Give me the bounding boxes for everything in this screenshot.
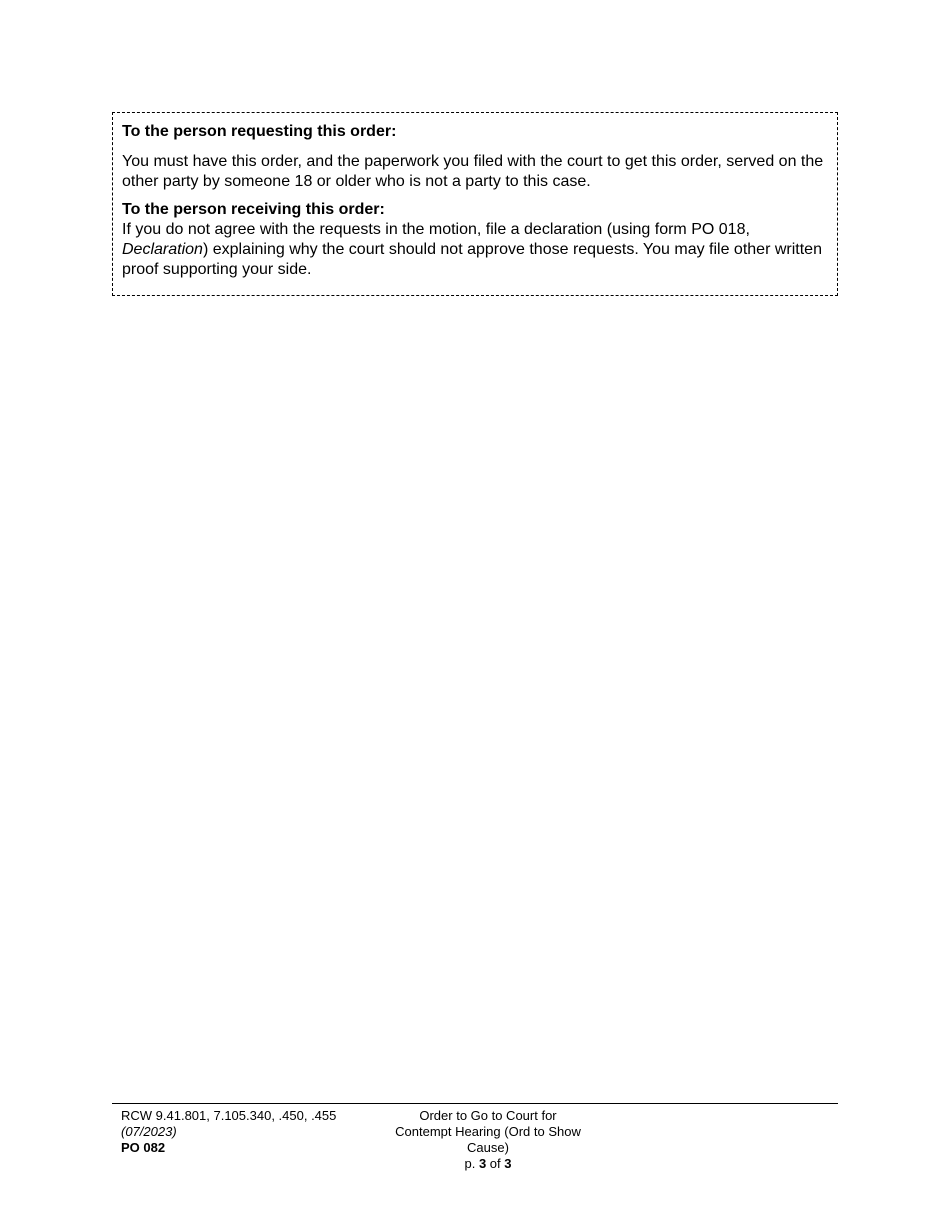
footer-center xyxy=(378,1108,598,1172)
page-prefix: p. xyxy=(464,1156,479,1171)
footer-form-code: PO 082 xyxy=(121,1140,166,1155)
page-of: of xyxy=(486,1156,505,1171)
receiving-text xyxy=(122,220,828,280)
footer-title-line2: Contempt Hearing (Ord to Show xyxy=(395,1124,581,1139)
receiving-text-before: If you do not agree with the requests in the motion, file a declaration (using form PO 018, xyxy=(122,221,750,238)
footer-page-number xyxy=(378,1156,598,1172)
receiving-heading: To the person receiving this order: xyxy=(122,201,385,218)
footer-title-line1: Order to Go to Court for xyxy=(419,1108,557,1123)
receiving-text-italic: Declaration xyxy=(122,241,203,258)
notice-box xyxy=(112,112,838,296)
footer-title-line3: Cause) xyxy=(467,1140,509,1155)
footer-rcw: RCW 9.41.801, 7.105.340, .450, .455 xyxy=(121,1108,337,1123)
requesting-heading: To the person requesting this order: xyxy=(122,123,397,140)
footer-left xyxy=(121,1108,381,1156)
page-current: 3 xyxy=(478,1156,487,1171)
requesting-text: You must have this order, and the paperwork you filed with the court to get this order, served on the other party by someone 18 or older who is not a party to this case. xyxy=(122,153,824,190)
page-total: 3 xyxy=(504,1156,512,1171)
footer-revision-date: (07/2023) xyxy=(121,1124,177,1139)
footer-rule xyxy=(112,1103,838,1104)
receiving-text-after: ) explaining why the court should not approve those requests. You may file other written proof supporting your side. xyxy=(122,241,822,278)
